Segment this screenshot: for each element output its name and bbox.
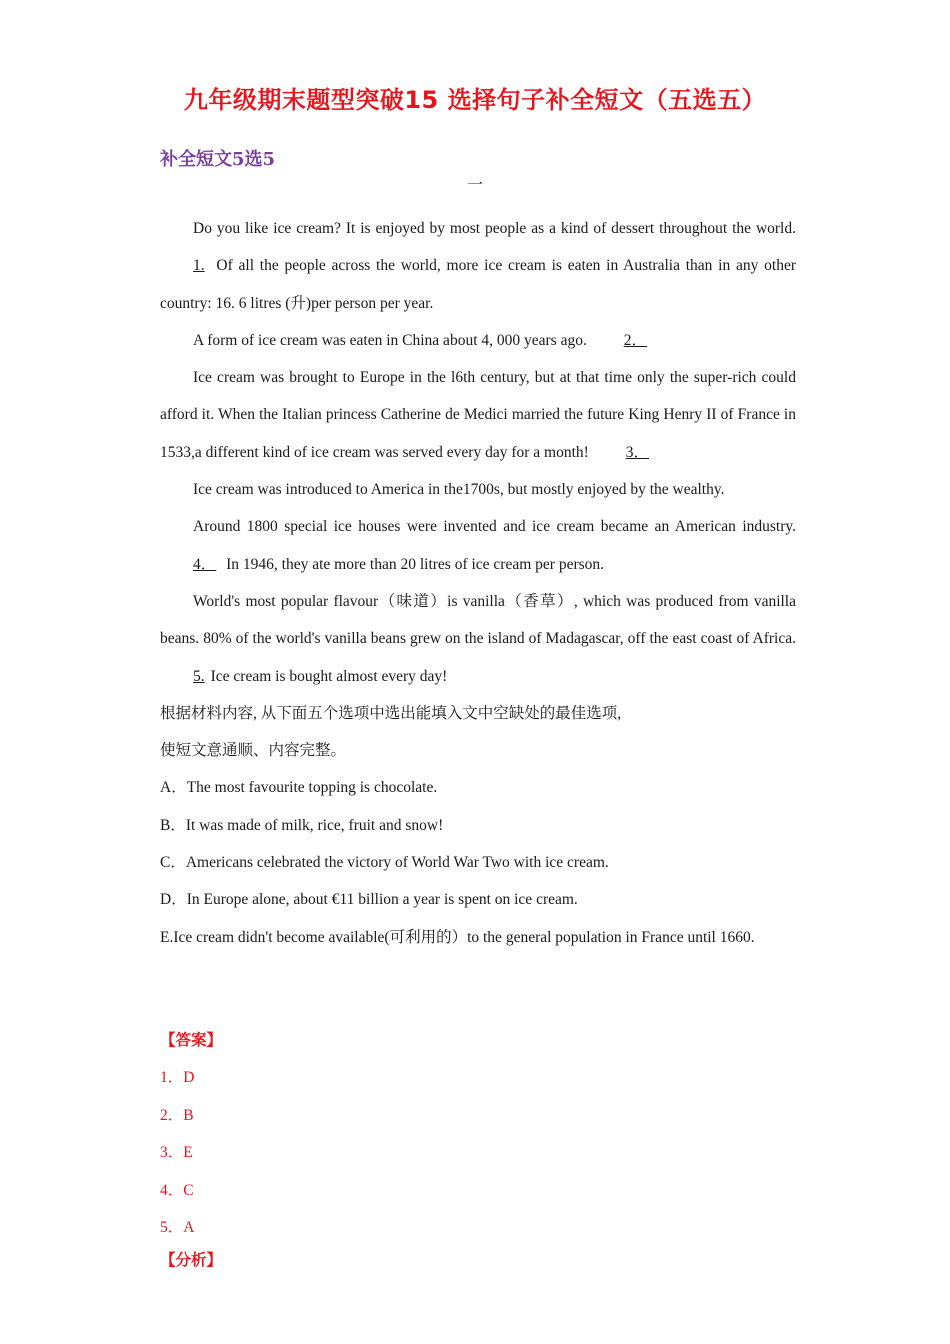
paragraph-text: Ice cream is bought almost every day! xyxy=(210,667,448,685)
option-e: E.Ice cream didn't become available(可利用的）to the general population in France until 1660. xyxy=(160,928,755,946)
option-b: B．It was made of milk, rice, fruit and snow! xyxy=(160,816,444,834)
answer-item: 3．E xyxy=(160,1144,193,1162)
answer-item: 5．A xyxy=(160,1219,195,1237)
paragraph-text: A form of ice cream was eaten in China about 4, 000 years ago. xyxy=(193,331,591,349)
blank-5: 5. xyxy=(193,667,205,685)
paragraph-4: Ice cream was introduced to America in the1700s, but mostly enjoyed by the wealthy. xyxy=(193,481,725,499)
paragraph-2 xyxy=(160,322,796,359)
option-d: D．In Europe alone, about €11 billion a year is spent on ice cream. xyxy=(160,891,578,909)
paragraph-1 xyxy=(160,210,796,322)
answer-item: 2．B xyxy=(160,1106,194,1124)
blank-4: 4． xyxy=(193,555,217,573)
part-number: 一 xyxy=(466,177,483,194)
instruction-line-2: 使短文意通顺、内容完整。 xyxy=(160,742,347,760)
paragraph-text: Around 1800 special ice houses were invented and ice cream became an American industry. xyxy=(193,518,796,536)
option-c: C．Americans celebrated the victory of World War Two with ice cream. xyxy=(160,854,609,872)
paragraph-text: Do you like ice cream? It is enjoyed by most people as a kind of dessert throughout the world. xyxy=(193,220,796,237)
blank-3: 3． xyxy=(625,443,649,461)
paragraph-6 xyxy=(160,583,796,695)
instruction-line-1: 根据材料内容, 从下面五个选项中选出能填入文中空缺处的最佳选项, xyxy=(160,704,622,722)
answer-section xyxy=(160,1022,222,1246)
answer-heading: 【答案】 xyxy=(160,1032,223,1049)
blank-2: 2． xyxy=(623,331,647,349)
section-heading: 补全短文5选5 xyxy=(160,149,276,170)
blank-1: 1. xyxy=(193,257,205,275)
paragraph-text: In 1946, they ate more than 20 litres of ice cream per person. xyxy=(222,555,605,573)
paragraph-5 xyxy=(160,508,796,583)
paragraph-text: Of all the people across the world, more ice cream is eaten in Australia than in any other country: 16. 6 litres (升)per person per year. xyxy=(160,257,796,312)
paragraph-text: World's most popular flavour（味道）is vanilla（香草）, which was produced from vanilla beans. 80% of the world's vanilla beans grew on the island of Madagascar, off the east coast of Africa. xyxy=(160,592,796,648)
paragraph-3 xyxy=(160,359,796,471)
analysis-heading: 【分析】 xyxy=(160,1252,223,1269)
page-title: 九年级期末题型突破15 选择句子补全短文（五选五） xyxy=(183,86,767,114)
option-a: A．The most favourite topping is chocolate. xyxy=(160,779,438,797)
paragraph-text: Ice cream was brought to Europe in the l6th century, but at that time only the super-rich could afford it. When the Italian princess Catherine de Medici married the future King Henry II of France in 1533,a different kind of ice cream was served every day for a month! xyxy=(160,369,796,461)
answer-item: 1．D xyxy=(160,1069,195,1087)
answer-item: 4．C xyxy=(160,1181,194,1199)
passage xyxy=(160,210,796,956)
